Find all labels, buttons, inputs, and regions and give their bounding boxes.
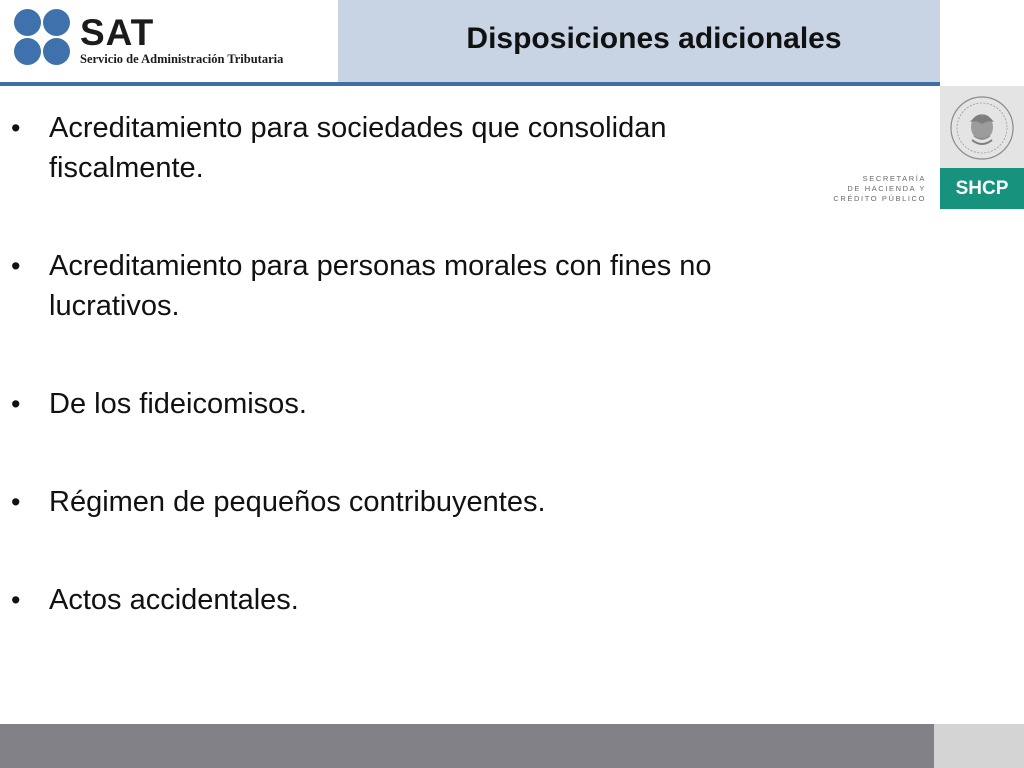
secretaria-line-2: DE HACIENDA Y [847,184,926,193]
footer-end-block [934,724,1024,768]
bullet-icon: • [11,585,21,615]
list-item-text: Acreditamiento para sociedades que consolidan fiscalmente. [49,112,667,184]
slide-title: Disposiciones adicionales [466,22,842,55]
secretaria-line-1: SECRETARÍA [862,174,926,183]
bullet-icon: • [11,389,21,419]
header [0,0,940,82]
secretaria-label [818,174,926,204]
shcp-badge: SHCP [940,168,1024,209]
sat-logo-subtitle: Servicio de Administración Tributaria [80,52,284,66]
secretaria-line-3: CRÉDITO PÚBLICO [833,194,926,203]
sat-dots-icon [14,9,74,69]
list-item [0,108,800,188]
bullet-icon: • [11,251,21,281]
list-item-text: De los fideicomisos. [49,388,307,420]
header-divider [0,82,940,86]
header-right-blank [940,0,1024,82]
list-item-text: Actos accidentales. [49,584,299,616]
list-item [0,246,800,326]
list-item [0,580,800,620]
bullet-icon: • [11,113,21,143]
list-item [0,384,800,424]
bullet-icon: • [11,487,21,517]
seal-box [940,86,1024,168]
list-item [0,482,800,522]
bullet-list [0,108,800,678]
sat-logo [0,0,338,82]
title-bar [338,0,940,82]
list-item-text: Acreditamiento para personas morales con fines no lucrativos. [49,250,712,322]
footer-bar [0,724,934,768]
sat-logo-brand: SAT [80,12,155,53]
mexico-coat-of-arms-icon [948,94,1016,162]
list-item-text: Régimen de pequeños contribuyentes. [49,486,546,518]
